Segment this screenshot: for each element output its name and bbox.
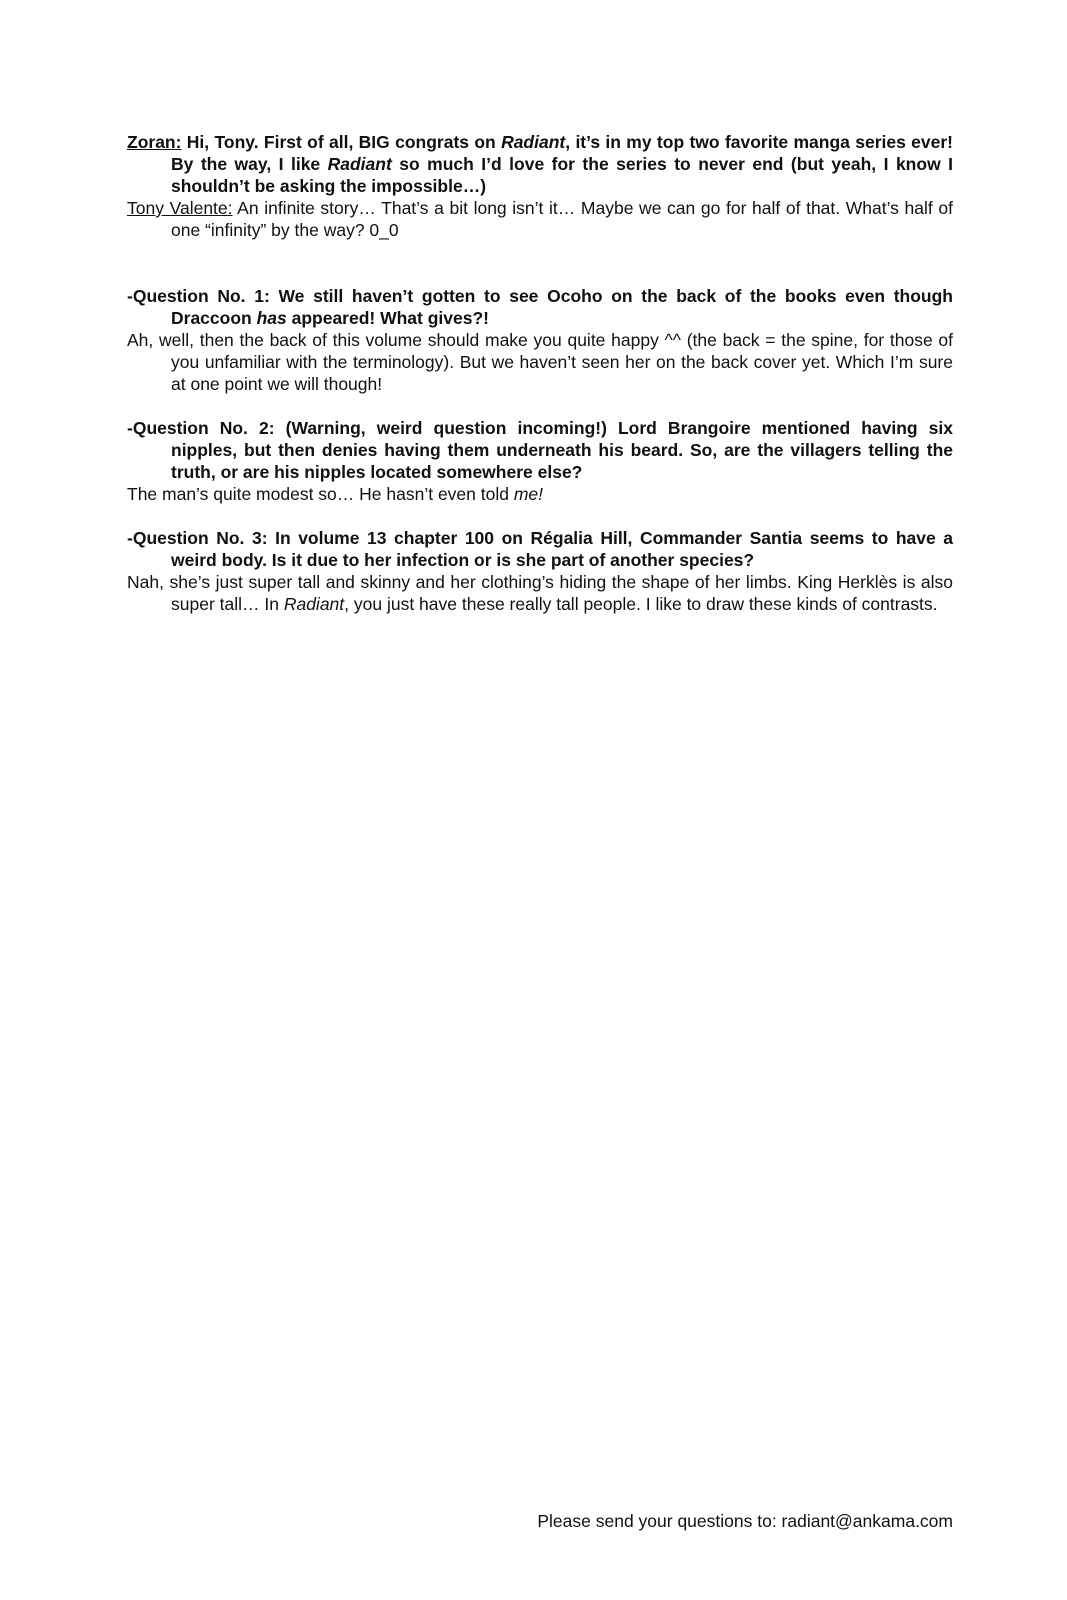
- intro-question: Zoran: Hi, Tony. First of all, BIG congrats on Radiant, it’s in my top two favorite manga series ever! By the way, I like Radiant so much I’d love for the series to never end (but yeah, I know I shouldn’t be asking the impossible…): [127, 132, 954, 196]
- answer-1: Ah, well, then the back of this volume should make you quite happy ^^ (the back = the spine, for those of you unfamiliar with the terminology). But we haven’t seen her on the back cover yet. Which I’m sure at one point we will though!: [127, 330, 953, 394]
- spacer: [127, 505, 953, 527]
- question-2: -Question No. 2: (Warning, weird question incoming!) Lord Brangoire mentioned having six nipples, but then denies having them underneath his beard. So, are the villagers telling the truth, or are his nipples located somewhere else?: [127, 418, 953, 482]
- question-1: -Question No. 1: We still haven’t gotten to see Ocoho on the back of the books even though Draccoon has appeared! What gives?!: [127, 286, 953, 328]
- asker-name: Zoran:: [127, 132, 182, 152]
- answer-3: Nah, she’s just super tall and skinny and her clothing’s hiding the shape of her limbs. King Herklès is also super tall… In Radiant, you just have these really tall people. I like to draw these kinds of contrasts.: [127, 572, 953, 614]
- intro-answer: Tony Valente: An infinite story… That’s a bit long isn’t it… Maybe we can go for half of that. What’s half of one “infinity” by the way? 0_0: [127, 198, 953, 240]
- footer-contact: Please send your questions to: radiant@ankama.com: [537, 1511, 953, 1531]
- spacer: [127, 241, 953, 285]
- qa-page: [127, 131, 953, 615]
- responder-name: Tony Valente:: [127, 198, 233, 218]
- answer-2: The man’s quite modest so… He hasn’t even told me!: [127, 484, 544, 504]
- question-3: -Question No. 3: In volume 13 chapter 100 on Régalia Hill, Commander Santia seems to have a weird body. Is it due to her infection or is she part of another species?: [127, 528, 953, 570]
- spacer: [127, 395, 953, 417]
